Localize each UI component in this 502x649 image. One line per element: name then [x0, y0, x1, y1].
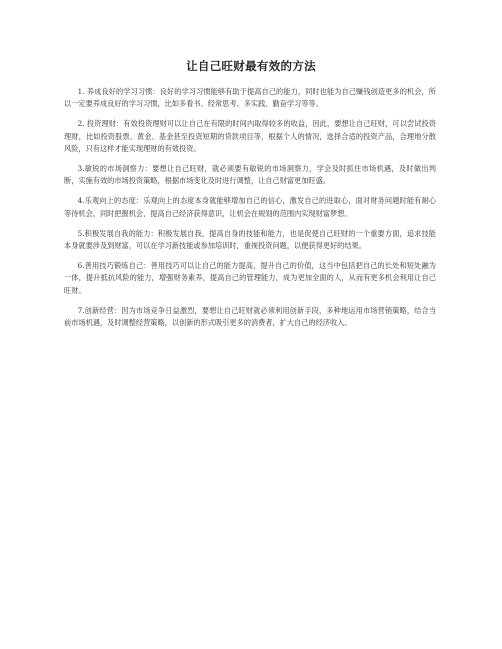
paragraph-7: 7.创新经营：因为市场竞争日益激烈，要想让自己旺财就必须利用创新手段，多种地运用市场营销策略，结合当前市场机遇，及时调整经营策略，以创新的形式吸引更多的消费者，扩大自己的经济收入。: [64, 305, 436, 328]
paragraph-4: 4.乐观向上的态度：乐观向上的态度本身就能够增加自己的信心，激发自己的进取心，面对财务问题时能有耐心等待机会，同时把握机会，提高自己经济获得意识，让机会在规划的范围内实现财富梦想。: [64, 196, 436, 218]
paragraph-6: 6.善用技巧锻炼自己：善用技巧可以让自己的能力提高，提升自己的价值，这当中包括把自己的长处和短处融为一体，提升抵抗风险的能力，增强财务素养，提高自己的管理能力，成为更加全面的人，从而有更多机会利用让自己旺财。: [64, 260, 436, 295]
paragraph-2: 2. 投资理财：有效投资理财可以让自己在有限的时间内取得较多的收益，因此，要想让自己旺财，可以尝试投资理财，比如投资股票、黄金、基金甚至投资短期的贷款项目等，根据个人的情况，选择合适的投资产品，合理地分散风险，只有这样才能实现理财的有效投资。: [64, 119, 436, 154]
paragraph-1: 1. 养成良好的学习习惯：良好的学习习惯能够有助于提高自己的能力，同时也能为自己赚钱创造更多的机会，所以一定要养成良好的学习习惯，比如多看书、经常思考、多实践、勤奋学习等等。: [64, 87, 436, 109]
document-title: 让自己旺财最有效的方法: [186, 59, 316, 73]
paragraph-5: 5.积极发展自我的能力：积极发展自我，提高自身的技能和能力，也是促使自己旺财的一个重要方面，追求技能本身就要涉及到财富，可以在学习新技能或参加培训时，重视投资问题，以便获得更好的结果。: [64, 228, 436, 251]
paragraph-3: 3.敏锐的市场洞察力：要想让自己旺财，就必须要有敏锐的市场洞察力，学会及时抓住市场机遇，及时做出判断，实施有效的市场投资策略，根据市场变化及时进行调整，让自己财富更加旺盛。: [64, 164, 436, 186]
document-body: [64, 86, 436, 337]
